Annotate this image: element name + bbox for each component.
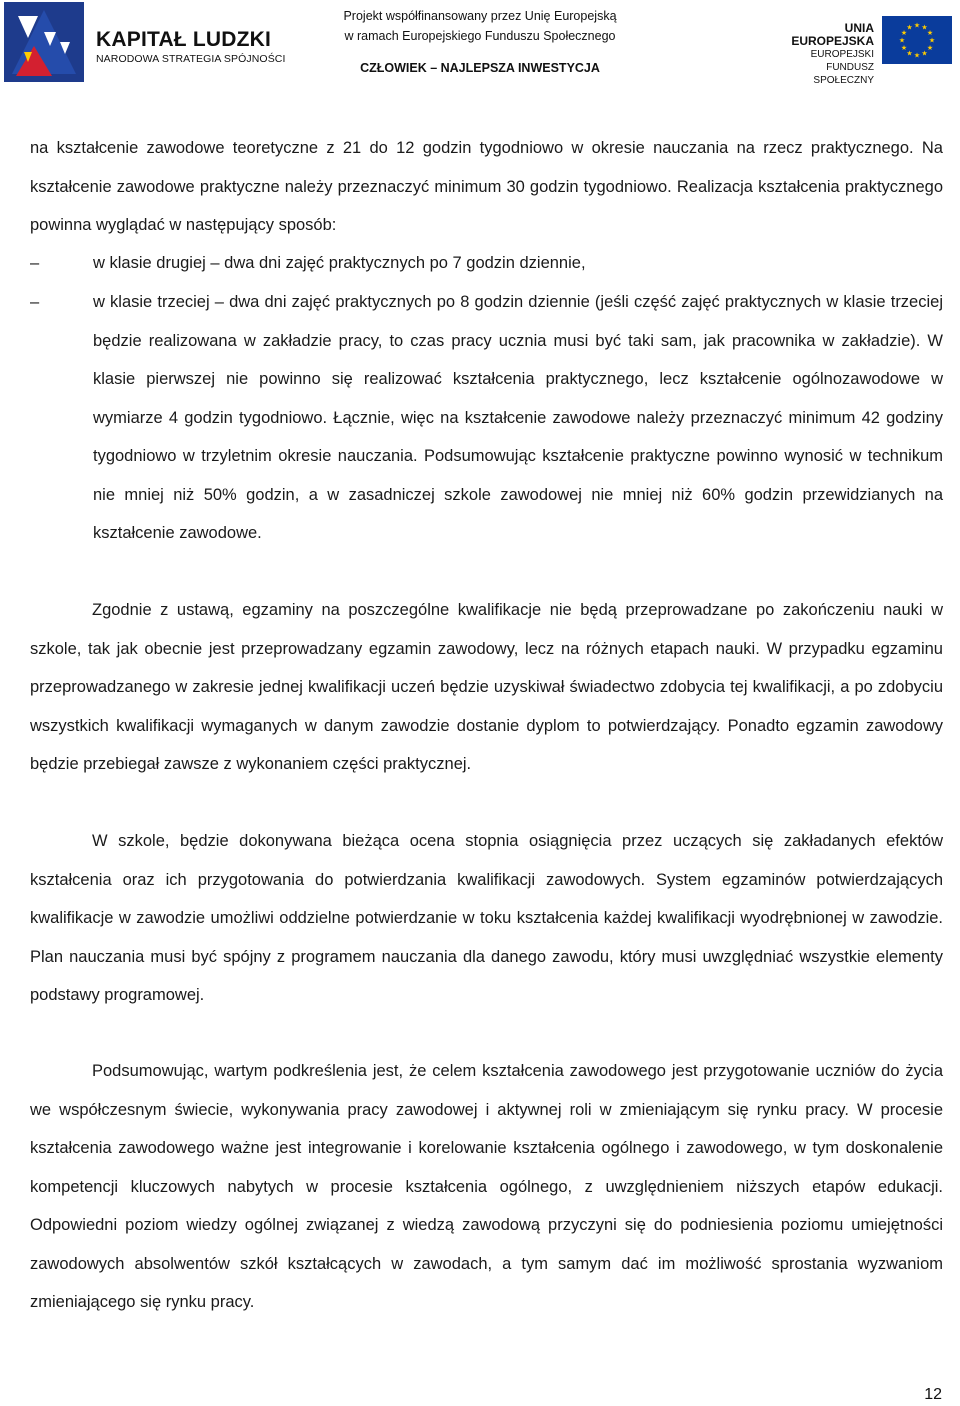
eu-star-icon: ★ xyxy=(913,52,921,60)
kapital-ludzki-emblem-icon xyxy=(4,2,84,82)
project-line-1: Projekt współfinansowany przez Unię Europejską xyxy=(343,9,617,23)
eu-star-icon: ★ xyxy=(906,24,913,32)
eu-star-icon: ★ xyxy=(926,30,934,37)
eu-star-icon: ★ xyxy=(926,45,934,52)
eu-logo xyxy=(770,16,960,86)
eu-star-icon: ★ xyxy=(900,30,908,37)
paragraph-1: na kształcenie zawodowe teoretyczne z 21 do 12 godzin tygodniowo w okresie nauczania na rzecz praktycznego. Na kształcenie zawodowe praktyczne należy przeznaczyć minimum 30 godzin tygodniowo. Realizacja kształcenia praktycznego powinna wyglądać w następujący sposób: xyxy=(30,139,943,234)
kl-title: KAPITAŁ LUDZKI xyxy=(96,28,272,51)
eu-line-1: UNIA EUROPEJSKA xyxy=(791,21,874,48)
page-header xyxy=(0,0,960,90)
paragraph-4: Podsumowując, wartym podkreślenia jest, że celem kształcenia zawodowego jest przygotowanie uczniów do życia we współczesnym świecie, wykonywania pracy zawodowej i aktywnej roli w zmieniającym się rynku pracy. W procesie kształcenia zawodowego ważne jest integrowanie i korelowanie kształcenia ogólnego i zawodowego, w tym doskonalenie kompetencji kluczowych nabytych w procesie kształcenia ogólnego, z uwzględnieniem niższych etapów edukacji. Odpowiedni poziom wiedzy ogólnej związanej z wiedzą zawodową przyczyni się do podniesienia poziomu umiejętności zawodowych absolwentów szkół kształcących w zawodach, a tym samym dać im możliwość sprostania wyzwaniom zmieniającego się rynku pracy. xyxy=(30,1062,943,1311)
eu-star-icon: ★ xyxy=(900,45,908,52)
eu-line-3: FUNDUSZ SPOŁECZNY xyxy=(813,62,874,86)
slogan: CZŁOWIEK – NAJLEPSZA INWESTYCJA xyxy=(360,61,600,75)
kl-subtitle: NARODOWA STRATEGIA SPÓJNOŚCI xyxy=(96,53,286,65)
list-item-text: w klasie drugiej – dwa dni zajęć praktycznych po 7 godzin dziennie, xyxy=(93,254,586,272)
eu-star-icon: ★ xyxy=(921,50,928,58)
eu-star-icon: ★ xyxy=(898,37,906,45)
eu-star-icon: ★ xyxy=(928,37,936,45)
paragraph-2: Zgodnie z ustawą, egzaminy na poszczególne kwalifikacje nie będą przeprowadzane po zakończeniu nauki w szkole, tak jak obecnie jest przeprowadzany egzamin zawodowy, lecz na różnych etapach nauki. W przypadku egzaminu przeprowadzanego w zakresie jednej kwalifikacji uczeń będzie uzyskiwał świadectwo zdobycia tej kwalifikacji, a po zdobyciu wszystkich kwalifikacji wymaganych w danym zawodzie dostanie dyplom to potwierdzający. Ponadto egzamin zawodowy będzie przebiegał zawsze z wykonaniem części praktycznej. xyxy=(30,601,943,773)
project-line-2: w ramach Europejskiego Funduszu Społecznego xyxy=(344,29,616,43)
list-item-text: w klasie trzeciej – dwa dni zajęć praktycznych po 8 godzin dziennie (jeśli część zajęć praktycznych w klasie trzeciej będzie realizowana w zakładzie pracy, to czas pracy ucznia musi być taki sam, jak pracownika w zakładzie). W klasie pierwszej nie powinno się realizować kształcenia praktycznego, lecz kształcenie ogólnozawodowe w wymiarze 4 godzin tygodniowo. Łącznie, więc na kształcenie zawodowe należy przeznaczyć minimum 42 godziny tygodniowo w trzyletnim okresie nauczania. Podsumowując kształcenie praktyczne powinno wynosić w technikum nie mniej niż 50% godzin, a w zasadniczej szkole zawodowej nie mniej niż 60% godzin przewidzianych na kształcenie zawodowe. xyxy=(93,293,943,542)
kapital-ludzki-logo xyxy=(4,2,286,84)
eu-line-2: EUROPEJSKI xyxy=(810,49,874,60)
eu-flag-icon xyxy=(882,16,952,64)
paragraph-3: W szkole, będzie dokonywana bieżąca ocena stopnia osiągnięcia przez uczących się zakładanych efektów kształcenia oraz ich przygotowania do potwierdzania kwalifikacji zawodowych. System egzaminów potwierdzających kwalifikacje w zawodzie umożliwi oddzielne potwierdzanie w toku kształcenia każdej kwalifikacji wyodrębnionej w zawodzie. Plan nauczania musi być spójny z programem nauczania dla danego zawodu, który musi uwzględniać wszystkie elementy podstawy programowej. xyxy=(30,832,943,1004)
eu-star-icon: ★ xyxy=(906,50,913,58)
list-dash: – xyxy=(30,254,40,272)
project-info xyxy=(330,6,630,78)
kapital-ludzki-wordmark xyxy=(96,28,286,66)
eu-text xyxy=(770,22,874,87)
list-dash: – xyxy=(30,293,40,311)
eu-star-icon: ★ xyxy=(921,24,928,32)
page-number: 12 xyxy=(924,1386,942,1403)
eu-star-icon: ★ xyxy=(913,22,921,30)
